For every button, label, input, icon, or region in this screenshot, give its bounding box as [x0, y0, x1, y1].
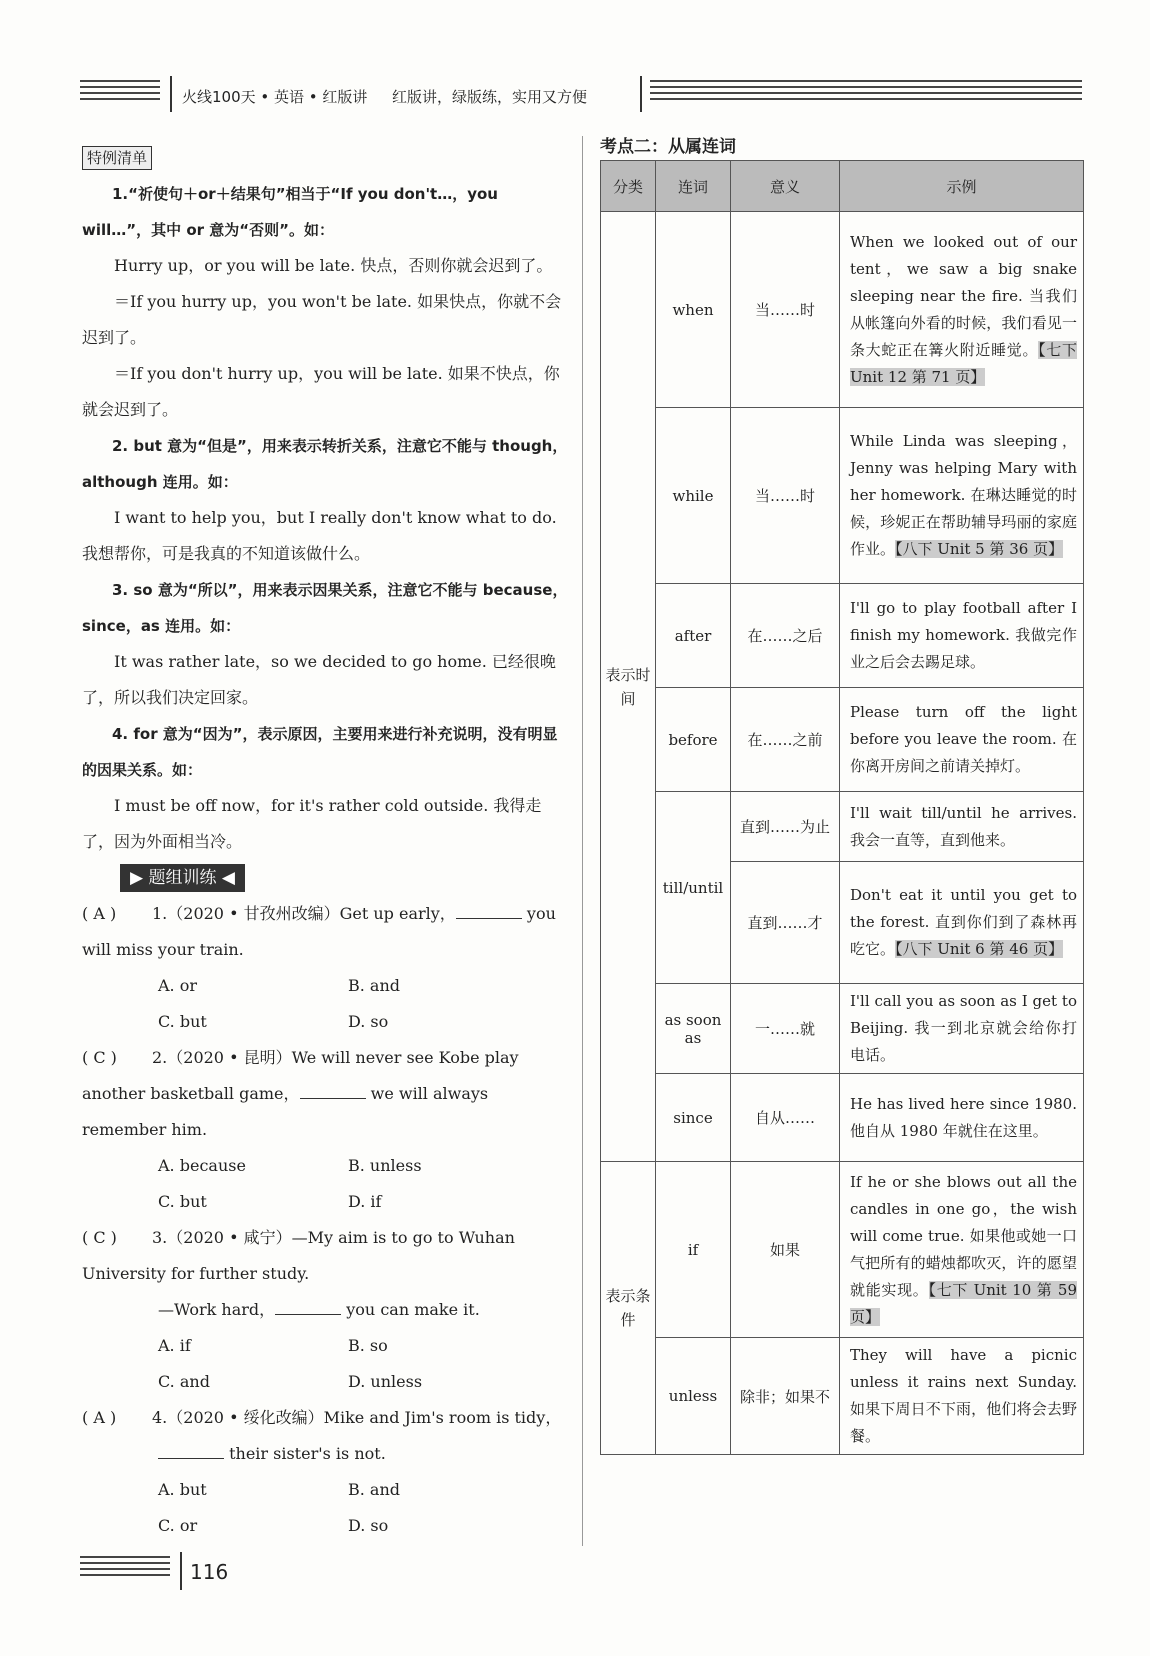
- footer-divider: [180, 1552, 182, 1590]
- reply-text: —Work hard，: [158, 1300, 276, 1319]
- conjunction: when: [656, 212, 731, 408]
- answer-mark: ( A ): [82, 904, 117, 923]
- header-divider-right: [640, 76, 642, 112]
- conjunction: as soon as: [656, 984, 731, 1074]
- question-stem: [82, 1040, 572, 1148]
- table-row: [601, 792, 1084, 862]
- meaning: 除非；如果不: [731, 1338, 840, 1455]
- conjunction: since: [656, 1074, 731, 1162]
- question-list: [82, 896, 572, 1544]
- meaning: 在……之后: [731, 584, 840, 688]
- textbook-reference: 【八下 Unit 5 第 36 页】: [895, 540, 1064, 558]
- question-line2: [82, 1292, 572, 1328]
- conjunction: unless: [656, 1338, 731, 1455]
- rule-paragraph: 1.“祈使句＋or＋结果句”相当于“If you don't…，you will…”，其中 or 意为“否则”。如：: [82, 185, 498, 239]
- left-column: [82, 140, 572, 1544]
- example: [840, 212, 1084, 408]
- question-stem: [82, 1400, 572, 1436]
- example-text: If he or she blows out all the candles in one go，the wish will come true. 如果他或她一口气把所有的蜡烛都吹灭，许的愿望就能实现。: [850, 1172, 1077, 1299]
- header-meaning: 意义: [731, 161, 840, 212]
- option[interactable]: A. if: [158, 1336, 191, 1355]
- question-item: [82, 896, 572, 1040]
- option[interactable]: D. unless: [348, 1372, 423, 1391]
- question-stem: [82, 896, 572, 968]
- table-row: [601, 1338, 1084, 1455]
- meaning: 当……时: [731, 212, 840, 408]
- option[interactable]: B. and: [348, 976, 401, 995]
- conjunction: after: [656, 584, 731, 688]
- question-text: 4.（2020 • 绥化改编）Mike and Jim's room is tidy，: [152, 1408, 562, 1427]
- option[interactable]: B. so: [348, 1336, 388, 1355]
- page-number: 116: [190, 1560, 229, 1584]
- header-slogan: 红版讲，绿版练，实用又方便: [392, 88, 588, 106]
- question-text-after: their sister's is not.: [224, 1444, 386, 1463]
- example-paragraph: ＝If you don't hurry up，you will be late. 如果不快点，你就会迟到了。: [82, 364, 560, 419]
- rule-paragraph: 4. for 意为“因为”，表示原因，主要用来进行补充说明，没有明显的因果关系。如：: [82, 725, 558, 779]
- meaning: 如果: [731, 1162, 840, 1338]
- textbook-reference: 【七下 Unit 10 第 59 页】: [850, 1280, 1077, 1326]
- example: [840, 1162, 1084, 1338]
- header-category: 分类: [601, 161, 656, 212]
- conjunction-table: [600, 160, 1084, 1455]
- answer-mark: ( A ): [82, 1408, 117, 1427]
- example: [840, 862, 1084, 984]
- textbook-reference: 【八下 Unit 6 第 46 页】: [895, 940, 1064, 958]
- option[interactable]: C. or: [158, 1516, 198, 1535]
- options-row: [82, 1184, 572, 1220]
- meaning: 当……时: [731, 408, 840, 584]
- table-row: [601, 984, 1084, 1074]
- special-list-tag: 特例清单: [82, 146, 152, 170]
- example-text: I'll go to play football after I finish my homework. 我做完作业之后会去踢足球。: [850, 599, 1077, 671]
- rule-paragraph: 3. so 意为“所以”，用来表示因果关系，注意它不能与 because，since，as 连用。如：: [82, 581, 568, 635]
- table-row: [601, 688, 1084, 792]
- answer-mark: ( C ): [82, 1048, 117, 1067]
- header-rule-left: [80, 80, 160, 110]
- section-title: ▶ 题组训练 ◀: [120, 864, 245, 892]
- answer-blank[interactable]: [300, 1080, 366, 1099]
- table-row: [601, 408, 1084, 584]
- reply-text-after: you can make it.: [341, 1300, 480, 1319]
- option[interactable]: C. and: [158, 1372, 210, 1391]
- options-row: [82, 1364, 572, 1400]
- header-example: 示例: [840, 161, 1084, 212]
- example: [840, 688, 1084, 792]
- options-row: [82, 1508, 572, 1544]
- example: [840, 408, 1084, 584]
- example-paragraph: Hurry up，or you will be late. 快点，否则你就会迟到了。: [114, 256, 553, 275]
- option[interactable]: D. so: [348, 1012, 389, 1031]
- option[interactable]: A. because: [158, 1156, 246, 1175]
- table-row: [601, 584, 1084, 688]
- example: [840, 1074, 1084, 1162]
- question-text: 2.（2020 • 昆明）We will never see Kobe play another basketball game，: [82, 1048, 519, 1103]
- options-row: [82, 968, 572, 1004]
- meaning: 直到……才: [731, 862, 840, 984]
- table-row: [601, 1162, 1084, 1338]
- question-item: [82, 1040, 572, 1220]
- conjunction: before: [656, 688, 731, 792]
- meaning: 一……就: [731, 984, 840, 1074]
- meaning: 自从……: [731, 1074, 840, 1162]
- meaning: 在……之前: [731, 688, 840, 792]
- conjunction: while: [656, 408, 731, 584]
- example-paragraph: I must be off now，for it's rather cold outside. 我得走了，因为外面相当冷。: [82, 796, 542, 851]
- question-text: 3.（2020 • 咸宁）—My aim is to go to Wuhan University for further study.: [82, 1228, 515, 1283]
- table-row: [601, 212, 1084, 408]
- column-separator: [582, 136, 583, 1546]
- example-text: I'll wait till/until he arrives. 我会一直等，直到他来。: [850, 803, 1077, 849]
- option[interactable]: B. and: [348, 1480, 401, 1499]
- option[interactable]: A. or: [158, 976, 198, 995]
- options-row: [82, 1148, 572, 1184]
- question-text-after: we will always remember him.: [82, 1084, 489, 1139]
- header-conjunction: 连词: [656, 161, 731, 212]
- question-text-after: you will miss your train.: [82, 904, 556, 959]
- header-rule-right: [650, 80, 1082, 110]
- example-paragraph: It was rather late，so we decided to go home. 已经很晚了，所以我们决定回家。: [82, 652, 556, 707]
- example-text: Please turn off the light before you leave the room. 在你离开房间之前请关掉灯。: [850, 703, 1077, 775]
- example-text: They will have a picnic unless it rains next Sunday. 如果下周日不下雨，他们将会去野餐。: [850, 1346, 1077, 1445]
- right-title: 考点二：从属连词: [600, 137, 736, 157]
- question-stem: [82, 1220, 572, 1292]
- category-time: 表示时间: [601, 212, 656, 1162]
- rule-paragraph: 2. but 意为“但是”，用来表示转折关系，注意它不能与 though，although 连用。如：: [82, 437, 568, 491]
- question-text: 1.（2020 • 甘孜州改编）Get up early，: [152, 904, 456, 923]
- option[interactable]: D. so: [348, 1516, 389, 1535]
- option[interactable]: B. unless: [348, 1156, 422, 1175]
- answer-mark: ( C ): [82, 1228, 117, 1247]
- category-condition: 表示条件: [601, 1162, 656, 1455]
- example: [840, 984, 1084, 1074]
- option[interactable]: D. if: [348, 1192, 382, 1211]
- option[interactable]: C. but: [158, 1192, 207, 1211]
- question-item: [82, 1400, 572, 1544]
- options-row: [82, 1004, 572, 1040]
- answer-blank[interactable]: [158, 1440, 224, 1459]
- header-book-title: 火线100天 • 英语 • 红版讲: [182, 88, 368, 106]
- answer-blank[interactable]: [275, 1296, 341, 1315]
- options-row: [82, 1328, 572, 1364]
- table-row: [601, 1074, 1084, 1162]
- conjunction: till/until: [656, 792, 731, 984]
- example-paragraph: ＝If you hurry up，you won't be late. 如果快点，你就不会迟到了。: [82, 292, 562, 347]
- option[interactable]: C. but: [158, 1012, 207, 1031]
- header-divider: [170, 76, 172, 112]
- example-text: While Linda was sleeping，Jenny was helping Mary with her homework. 在琳达睡觉的时候，珍妮正在帮助辅导玛丽的家庭作业。: [850, 432, 1077, 558]
- example: [840, 792, 1084, 862]
- textbook-reference: 【七下 Unit 12 第 71 页】: [850, 340, 1077, 386]
- question-item: [82, 1220, 572, 1400]
- example-text: I'll call you as soon as I get to Beijing. 我一到北京就会给你打电话。: [850, 992, 1077, 1064]
- conjunction: if: [656, 1162, 731, 1338]
- option[interactable]: A. but: [158, 1480, 207, 1499]
- example: [840, 584, 1084, 688]
- example-paragraph: I want to help you，but I really don't know what to do. 我想帮你，可是我真的不知道该做什么。: [82, 508, 557, 563]
- example-text: Don't eat it until you get to the forest. 直到你们到了森林再吃它。: [850, 886, 1077, 958]
- example-text: He has lived here since 1980. 他自从 1980 年就住在这里。: [850, 1094, 1077, 1140]
- notes-paragraphs: [82, 176, 572, 860]
- meaning: 直到……为止: [731, 792, 840, 862]
- example-text: When we looked out of our tent，we saw a big snake sleeping near the fire. 当我们从帐篷向外看的时候，我们看见一条大蛇正在篝火附近睡觉。: [850, 232, 1077, 359]
- answer-blank[interactable]: [456, 900, 522, 919]
- question-line2: [82, 1436, 572, 1472]
- options-row: [82, 1472, 572, 1508]
- example: [840, 1338, 1084, 1455]
- footer-rule: [80, 1556, 170, 1586]
